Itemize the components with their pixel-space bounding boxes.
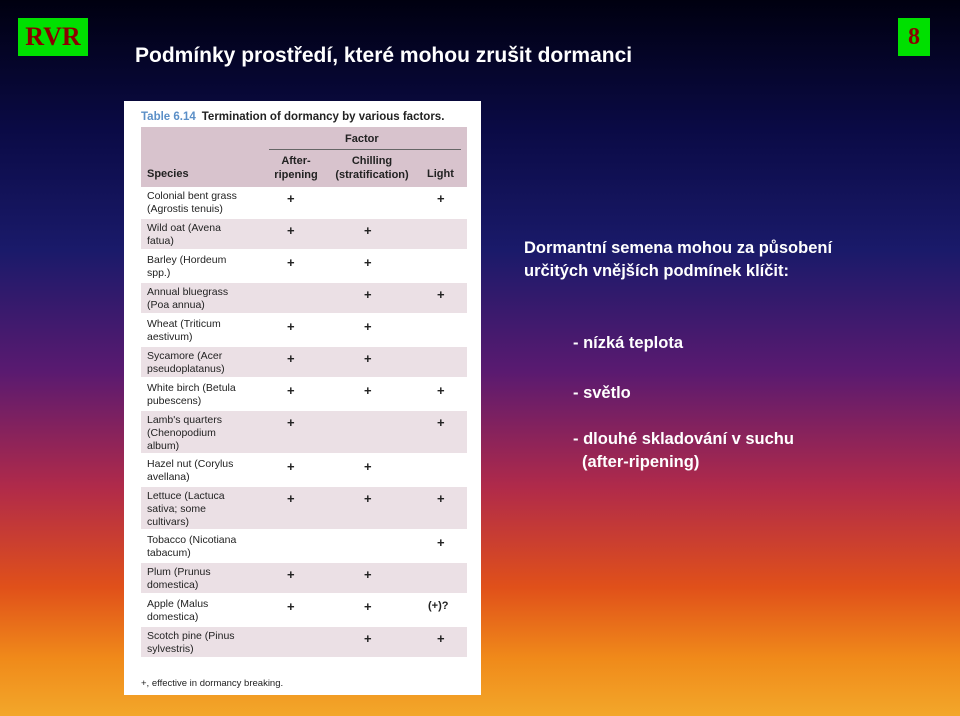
table-row xyxy=(141,595,467,627)
species-cell xyxy=(141,627,272,657)
table-body xyxy=(141,187,467,659)
light-mark: + xyxy=(437,535,445,550)
species-line: pubescens) xyxy=(147,395,202,407)
species-cell xyxy=(141,531,272,561)
table-row xyxy=(141,251,467,283)
species-line: Scotch pine (Pinus xyxy=(147,630,235,642)
chilling-mark: + xyxy=(364,383,372,398)
species-line: Hazel nut (Corylus xyxy=(147,458,234,470)
col-after-ripening xyxy=(266,154,326,182)
col-after-line1: After- xyxy=(281,155,311,167)
chilling-mark: + xyxy=(364,223,372,238)
species-cell xyxy=(141,347,272,377)
species-cell xyxy=(141,315,272,345)
species-line: album) xyxy=(147,440,180,452)
species-line: Plum (Prunus xyxy=(147,566,211,578)
table-image xyxy=(124,101,481,695)
light-mark: + xyxy=(437,383,445,398)
chilling-mark: + xyxy=(364,287,372,302)
table-row xyxy=(141,283,467,315)
species-cell xyxy=(141,595,272,625)
table-row xyxy=(141,531,467,563)
after-ripening-mark: + xyxy=(287,567,295,582)
species-line: pseudoplatanus) xyxy=(147,363,225,375)
chilling-mark: + xyxy=(364,319,372,334)
species-line: domestica) xyxy=(147,579,199,591)
table-caption xyxy=(141,111,444,123)
col-after-line2: ripening xyxy=(274,169,318,181)
col-light: Light xyxy=(427,168,454,180)
species-line: (Chenopodium xyxy=(147,427,216,439)
table-row xyxy=(141,627,467,659)
species-line: (Poa annua) xyxy=(147,299,205,311)
factor-label: Factor xyxy=(345,133,379,145)
species-line: sylvestris) xyxy=(147,643,194,655)
after-ripening-mark: + xyxy=(287,459,295,474)
after-ripening-mark: + xyxy=(287,255,295,270)
species-line: spp.) xyxy=(147,267,171,279)
species-line: Colonial bent grass xyxy=(147,190,237,202)
table-footnote: +, effective in dormancy breaking. xyxy=(141,678,284,689)
species-cell xyxy=(141,283,272,313)
species-cell xyxy=(141,219,272,249)
chilling-mark: + xyxy=(364,255,372,270)
col-chill-line2: (stratification) xyxy=(335,169,409,181)
dormancy-table xyxy=(141,127,467,659)
intro-line-1: Dormantní semena mohou za působení xyxy=(524,239,833,257)
light-mark: + xyxy=(437,287,445,302)
after-ripening-mark: + xyxy=(287,191,295,206)
species-cell xyxy=(141,455,272,485)
table-row xyxy=(141,219,467,251)
bullet-low-temperature: - nízká teplota xyxy=(573,334,684,352)
after-ripening-mark: + xyxy=(287,599,295,614)
col-chilling xyxy=(329,154,415,182)
table-row xyxy=(141,411,467,455)
species-line: Annual bluegrass xyxy=(147,286,229,298)
species-cell xyxy=(141,251,272,281)
chilling-mark: + xyxy=(364,459,372,474)
light-mark: + xyxy=(437,631,445,646)
species-cell xyxy=(141,563,272,593)
species-line: fatua) xyxy=(147,235,174,247)
table-row xyxy=(141,455,467,487)
chilling-mark: + xyxy=(364,491,372,506)
after-ripening-mark: + xyxy=(287,223,295,238)
table-caption-text: Termination of dormancy by various factors. xyxy=(201,111,445,123)
light-mark: (+)? xyxy=(428,600,449,612)
light-mark: + xyxy=(437,415,445,430)
intro-line-2: určitých vnějších podmínek klíčit: xyxy=(524,262,789,280)
species-line: Tobacco (Nicotiana xyxy=(147,534,237,546)
bullet-dry-storage: - dlouhé skladování v suchu xyxy=(573,430,794,448)
col-chill-line1: Chilling xyxy=(351,155,393,167)
table-row xyxy=(141,315,467,347)
species-line: cultivars) xyxy=(147,516,190,528)
species-line: Sycamore (Acer xyxy=(147,350,223,362)
table-header xyxy=(141,127,467,187)
after-ripening-mark: + xyxy=(287,351,295,366)
species-line: avellana) xyxy=(147,471,190,483)
species-line: aestivum) xyxy=(147,331,193,343)
bullet-light: - světlo xyxy=(573,384,631,402)
species-line: Barley (Hordeum xyxy=(147,254,227,266)
chilling-mark: + xyxy=(364,631,372,646)
species-cell xyxy=(141,187,272,217)
species-cell xyxy=(141,411,272,453)
species-line: Wheat (Triticum xyxy=(147,318,221,330)
slide-title: Podmínky prostředí, které mohou zrušit dormanci xyxy=(135,44,633,67)
species-cell xyxy=(141,487,272,529)
species-line: White birch (Betula xyxy=(147,382,236,394)
species-line: domestica) xyxy=(147,611,199,623)
after-ripening-mark: + xyxy=(287,383,295,398)
after-ripening-mark: + xyxy=(287,491,295,506)
species-cell xyxy=(141,379,272,409)
light-mark: + xyxy=(437,191,445,206)
species-line: Wild oat (Avena xyxy=(147,222,221,234)
logo-badge: RVR xyxy=(18,18,88,56)
table-row xyxy=(141,379,467,411)
table-row xyxy=(141,487,467,531)
species-line: tabacum) xyxy=(147,547,191,559)
species-line: Apple (Malus xyxy=(147,598,209,610)
chilling-mark: + xyxy=(364,567,372,582)
after-ripening-mark: + xyxy=(287,415,295,430)
col-species: Species xyxy=(147,168,189,180)
chilling-mark: + xyxy=(364,351,372,366)
table-caption-number: Table 6.14 xyxy=(141,111,196,123)
light-mark: + xyxy=(437,491,445,506)
species-line: Lamb's quarters xyxy=(147,414,222,426)
species-line: sativa; some xyxy=(147,503,206,515)
table-row xyxy=(141,347,467,379)
chilling-mark: + xyxy=(364,599,372,614)
slide-number: 8 xyxy=(898,18,930,56)
after-ripening-mark: + xyxy=(287,319,295,334)
bullet-after-ripening: (after-ripening) xyxy=(582,453,700,471)
table-row xyxy=(141,563,467,595)
factor-divider xyxy=(269,149,461,150)
species-line: (Agrostis tenuis) xyxy=(147,203,223,215)
species-line: Lettuce (Lactuca xyxy=(147,490,225,502)
table-row xyxy=(141,187,467,219)
